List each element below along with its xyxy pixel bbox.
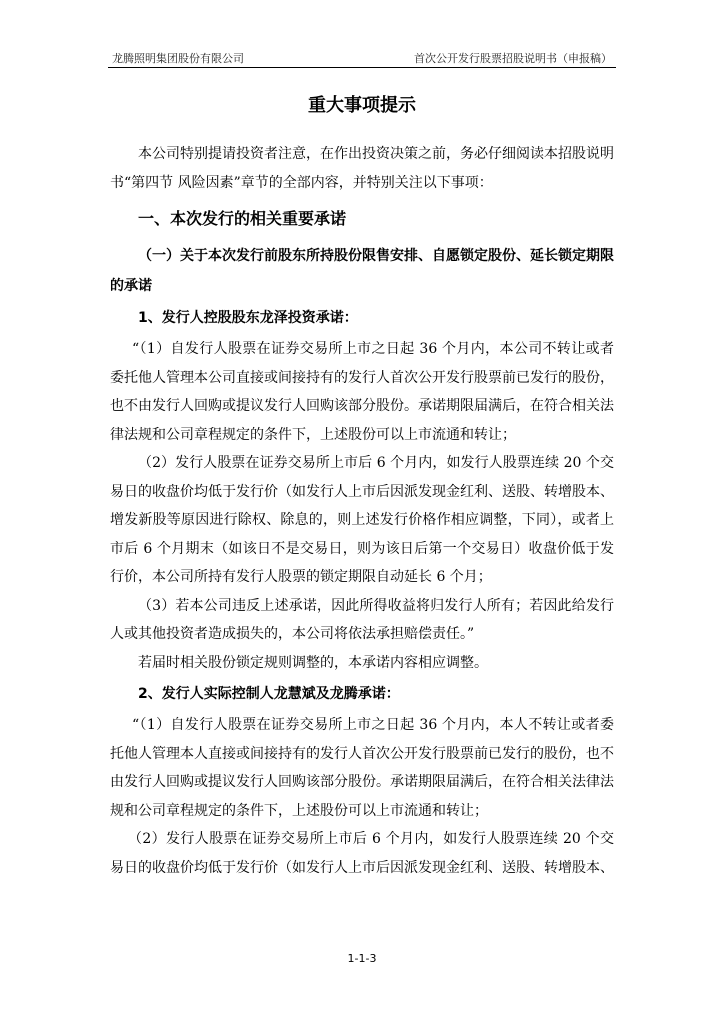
paragraph: “（1）自发行人股票在证券交易所上市之日起 36 个月内，本公司不转让或者委托他人管理本公司直接或间接持有的发行人首次公开发行股票前已发行的股份，也不由发行人回购或提议发行人回购该部分股份。承诺期限届满后，在符合相关法律法规和公司章程规定的条件下，上述股份可以上市流通和转让； bbox=[110, 341, 614, 443]
subsection-heading: （一）关于本次发行前股东所持股份限售安排、自愿锁定股份、延长锁定期限的承诺 bbox=[110, 248, 614, 294]
section-heading: 一、本次发行的相关重要承诺 bbox=[138, 209, 347, 228]
item-heading-1: 1、发行人控股股东龙泽投资承诺： bbox=[138, 310, 358, 326]
paragraph: “（1）自发行人股票在证券交易所上市之日起 36 个月内，本人不转让或者委托他人管理本人直接或间接持有的发行人首次公开发行股票前已发行的股份，也不由发行人回购或提议发行人回购该部分股份。承诺期限届满后，在符合相关法律法规和公司章程规定的条件下，上述股份可以上市流通和转让； bbox=[110, 717, 614, 819]
paragraph: 若届时相关股份锁定规则调整的，本承诺内容相应调整。 bbox=[138, 654, 488, 671]
page-number: 1-1-3 bbox=[347, 952, 377, 965]
paragraph: （2）发行人股票在证券交易所上市后 6 个月内，如发行人股票连续 20 个交易日的收盘价均低于发行价（如发行人上市后因派发现金红利、送股、转增股本、增发新股等原因进行除权、除息的，则上述发行价格作相应调整，下同），或者上市后 6 个月期末（如该日不是交易日，则为该日后第一个交易日）收盘价低于发行价，本公司所持有发行人股票的锁定期限自动延长 6 个月； bbox=[110, 455, 614, 585]
header-document-title: 首次公开发行股票招股说明书（申报稿） bbox=[414, 52, 612, 65]
item-heading-2: 2、发行人实际控制人龙慧斌及龙腾承诺： bbox=[138, 686, 400, 702]
page-title: 重大事项提示 bbox=[308, 95, 416, 116]
header-company-name: 龙腾照明集团股份有限公司 bbox=[112, 52, 244, 65]
document-body bbox=[110, 94, 614, 882]
paragraph: （2）发行人股票在证券交易所上市后 6 个月内，如发行人股票连续 20 个交易日的收盘价均低于发行价（如发行人上市后因派发现金红利、送股、转增股本、 bbox=[110, 831, 614, 876]
intro-paragraph: 本公司特别提请投资者注意，在作出投资决策之前，务必仔细阅读本招股说明书“第四节 风险因素”章节的全部内容，并特别关注以下事项： bbox=[110, 146, 614, 191]
paragraph: （3）若本公司违反上述承诺，因此所得收益将归发行人所有；若因此给发行人或其他投资者造成损失的，本公司将依法承担赔偿责任。” bbox=[110, 597, 614, 642]
header-divider bbox=[108, 67, 616, 68]
